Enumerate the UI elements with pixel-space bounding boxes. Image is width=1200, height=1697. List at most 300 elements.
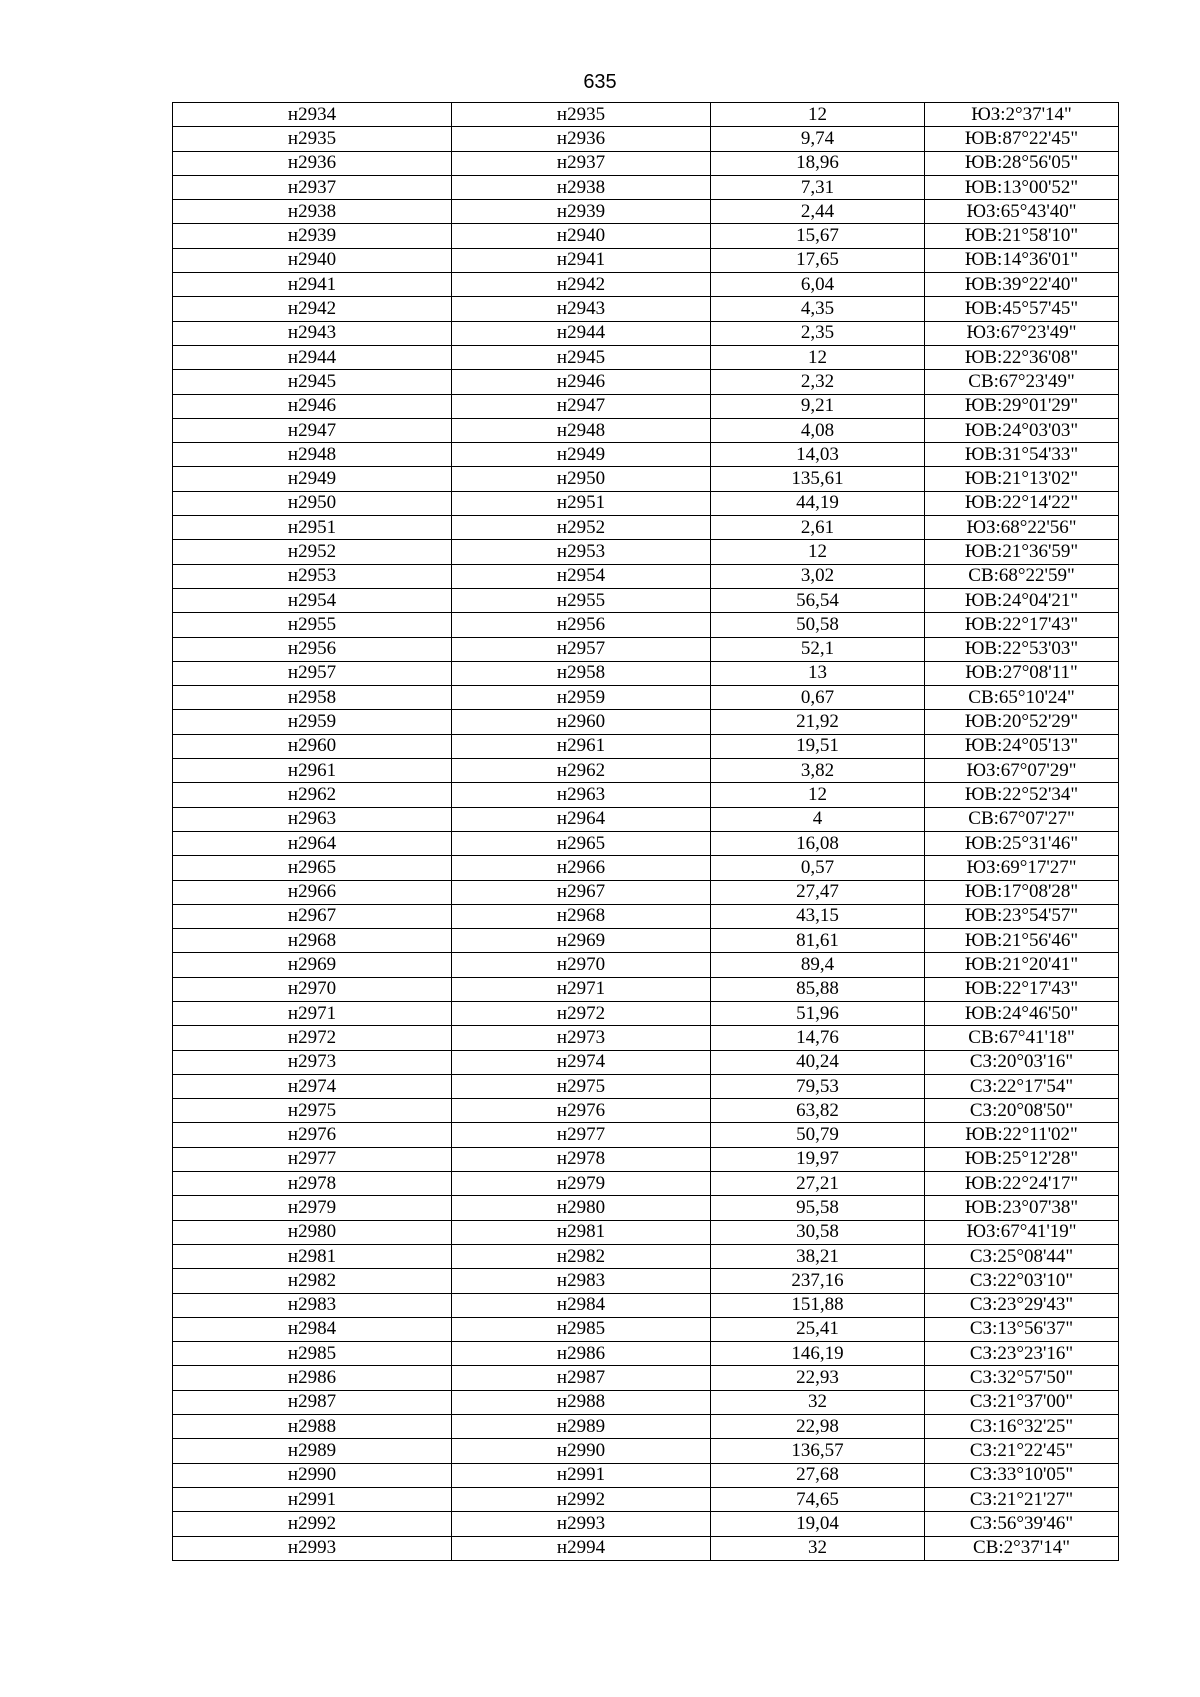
to-point-cell: н2961 bbox=[452, 734, 711, 758]
distance-cell: 19,97 bbox=[711, 1147, 925, 1171]
bearing-cell: ЮВ:14°36'01" bbox=[925, 248, 1119, 272]
distance-cell: 2,32 bbox=[711, 370, 925, 394]
bearing-cell: ЮВ:21°13'02" bbox=[925, 467, 1119, 491]
bearing-cell: СЗ:21°22'45" bbox=[925, 1439, 1119, 1463]
bearing-cell: СЗ:32°57'50" bbox=[925, 1366, 1119, 1390]
from-point-cell: н2938 bbox=[173, 200, 452, 224]
distance-cell: 27,47 bbox=[711, 880, 925, 904]
distance-cell: 135,61 bbox=[711, 467, 925, 491]
bearing-cell: СЗ:20°03'16" bbox=[925, 1050, 1119, 1074]
from-point-cell: н2979 bbox=[173, 1196, 452, 1220]
from-point-cell: н2984 bbox=[173, 1317, 452, 1341]
distance-cell: 9,74 bbox=[711, 127, 925, 151]
to-point-cell: н2938 bbox=[452, 175, 711, 199]
distance-cell: 14,76 bbox=[711, 1026, 925, 1050]
from-point-cell: н2962 bbox=[173, 783, 452, 807]
distance-cell: 43,15 bbox=[711, 904, 925, 928]
to-point-cell: н2967 bbox=[452, 880, 711, 904]
bearing-cell: СВ:67°07'27" bbox=[925, 807, 1119, 831]
distance-cell: 40,24 bbox=[711, 1050, 925, 1074]
bearing-cell: ЮВ:24°05'13" bbox=[925, 734, 1119, 758]
table-row bbox=[173, 783, 1119, 807]
distance-cell: 56,54 bbox=[711, 588, 925, 612]
to-point-cell: н2970 bbox=[452, 953, 711, 977]
from-point-cell: н2943 bbox=[173, 321, 452, 345]
to-point-cell: н2957 bbox=[452, 637, 711, 661]
distance-cell: 136,57 bbox=[711, 1439, 925, 1463]
distance-cell: 4,35 bbox=[711, 297, 925, 321]
table-row bbox=[173, 1147, 1119, 1171]
from-point-cell: н2959 bbox=[173, 710, 452, 734]
bearing-cell: СВ:65°10'24" bbox=[925, 686, 1119, 710]
to-point-cell: н2963 bbox=[452, 783, 711, 807]
bearing-cell: СЗ:25°08'44" bbox=[925, 1244, 1119, 1268]
table-row bbox=[173, 1074, 1119, 1098]
to-point-cell: н2991 bbox=[452, 1463, 711, 1487]
distance-cell: 12 bbox=[711, 540, 925, 564]
bearing-cell: ЮВ:22°36'08" bbox=[925, 345, 1119, 369]
bearing-cell: ЮВ:22°52'34" bbox=[925, 783, 1119, 807]
distance-cell: 0,67 bbox=[711, 686, 925, 710]
distance-cell: 27,21 bbox=[711, 1172, 925, 1196]
distance-cell: 2,35 bbox=[711, 321, 925, 345]
distance-cell: 32 bbox=[711, 1536, 925, 1560]
from-point-cell: н2976 bbox=[173, 1123, 452, 1147]
table-row bbox=[173, 200, 1119, 224]
distance-cell: 2,44 bbox=[711, 200, 925, 224]
table-row bbox=[173, 1390, 1119, 1414]
distance-cell: 3,82 bbox=[711, 759, 925, 783]
from-point-cell: н2961 bbox=[173, 759, 452, 783]
distance-cell: 79,53 bbox=[711, 1074, 925, 1098]
to-point-cell: н2954 bbox=[452, 564, 711, 588]
from-point-cell: н2937 bbox=[173, 175, 452, 199]
distance-cell: 146,19 bbox=[711, 1342, 925, 1366]
table-row bbox=[173, 321, 1119, 345]
to-point-cell: н2936 bbox=[452, 127, 711, 151]
table-row bbox=[173, 1244, 1119, 1268]
distance-cell: 4,08 bbox=[711, 418, 925, 442]
from-point-cell: н2958 bbox=[173, 686, 452, 710]
from-point-cell: н2940 bbox=[173, 248, 452, 272]
to-point-cell: н2987 bbox=[452, 1366, 711, 1390]
distance-cell: 32 bbox=[711, 1390, 925, 1414]
distance-cell: 85,88 bbox=[711, 977, 925, 1001]
distance-cell: 95,58 bbox=[711, 1196, 925, 1220]
table-row bbox=[173, 1536, 1119, 1560]
distance-cell: 19,04 bbox=[711, 1512, 925, 1536]
to-point-cell: н2968 bbox=[452, 904, 711, 928]
distance-cell: 21,92 bbox=[711, 710, 925, 734]
from-point-cell: н2963 bbox=[173, 807, 452, 831]
distance-cell: 89,4 bbox=[711, 953, 925, 977]
distance-cell: 7,31 bbox=[711, 175, 925, 199]
bearing-cell: СЗ:22°03'10" bbox=[925, 1269, 1119, 1293]
to-point-cell: н2948 bbox=[452, 418, 711, 442]
distance-cell: 44,19 bbox=[711, 491, 925, 515]
table-row bbox=[173, 1196, 1119, 1220]
to-point-cell: н2941 bbox=[452, 248, 711, 272]
bearing-cell: ЮВ:20°52'29" bbox=[925, 710, 1119, 734]
bearing-cell: ЮВ:21°56'46" bbox=[925, 929, 1119, 953]
distance-cell: 22,98 bbox=[711, 1415, 925, 1439]
bearing-cell: СВ:67°41'18" bbox=[925, 1026, 1119, 1050]
table-row bbox=[173, 1463, 1119, 1487]
from-point-cell: н2983 bbox=[173, 1293, 452, 1317]
bearing-cell: ЮВ:87°22'45" bbox=[925, 127, 1119, 151]
coordinates-table bbox=[172, 102, 1119, 1561]
to-point-cell: н2993 bbox=[452, 1512, 711, 1536]
distance-cell: 4 bbox=[711, 807, 925, 831]
to-point-cell: н2960 bbox=[452, 710, 711, 734]
table-row bbox=[173, 1342, 1119, 1366]
table-row bbox=[173, 224, 1119, 248]
bearing-cell: ЮВ:28°56'05" bbox=[925, 151, 1119, 175]
bearing-cell: СВ:67°23'49" bbox=[925, 370, 1119, 394]
to-point-cell: н2944 bbox=[452, 321, 711, 345]
table-row bbox=[173, 540, 1119, 564]
from-point-cell: н2968 bbox=[173, 929, 452, 953]
from-point-cell: н2969 bbox=[173, 953, 452, 977]
distance-cell: 50,58 bbox=[711, 613, 925, 637]
bearing-cell: СЗ:23°23'16" bbox=[925, 1342, 1119, 1366]
table-row bbox=[173, 613, 1119, 637]
from-point-cell: н2978 bbox=[173, 1172, 452, 1196]
bearing-cell: ЮЗ:69°17'27" bbox=[925, 856, 1119, 880]
from-point-cell: н2986 bbox=[173, 1366, 452, 1390]
bearing-cell: СЗ:21°37'00" bbox=[925, 1390, 1119, 1414]
to-point-cell: н2951 bbox=[452, 491, 711, 515]
to-point-cell: н2958 bbox=[452, 661, 711, 685]
from-point-cell: н2934 bbox=[173, 103, 452, 127]
to-point-cell: н2955 bbox=[452, 588, 711, 612]
table-row bbox=[173, 1366, 1119, 1390]
to-point-cell: н2975 bbox=[452, 1074, 711, 1098]
from-point-cell: н2990 bbox=[173, 1463, 452, 1487]
bearing-cell: ЮВ:22°53'03" bbox=[925, 637, 1119, 661]
bearing-cell: ЮВ:39°22'40" bbox=[925, 273, 1119, 297]
to-point-cell: н2966 bbox=[452, 856, 711, 880]
from-point-cell: н2952 bbox=[173, 540, 452, 564]
from-point-cell: н2966 bbox=[173, 880, 452, 904]
bearing-cell: ЮВ:22°11'02" bbox=[925, 1123, 1119, 1147]
from-point-cell: н2974 bbox=[173, 1074, 452, 1098]
coordinates-table-body bbox=[173, 103, 1119, 1561]
bearing-cell: СЗ:33°10'05" bbox=[925, 1463, 1119, 1487]
distance-cell: 18,96 bbox=[711, 151, 925, 175]
to-point-cell: н2986 bbox=[452, 1342, 711, 1366]
distance-cell: 16,08 bbox=[711, 831, 925, 855]
from-point-cell: н2936 bbox=[173, 151, 452, 175]
bearing-cell: ЮВ:23°54'57" bbox=[925, 904, 1119, 928]
from-point-cell: н2987 bbox=[173, 1390, 452, 1414]
bearing-cell: ЮЗ:68°22'56" bbox=[925, 516, 1119, 540]
table-row bbox=[173, 516, 1119, 540]
bearing-cell: СЗ:20°08'50" bbox=[925, 1099, 1119, 1123]
table-row bbox=[173, 1050, 1119, 1074]
to-point-cell: н2935 bbox=[452, 103, 711, 127]
table-row bbox=[173, 273, 1119, 297]
to-point-cell: н2994 bbox=[452, 1536, 711, 1560]
to-point-cell: н2979 bbox=[452, 1172, 711, 1196]
from-point-cell: н2975 bbox=[173, 1099, 452, 1123]
to-point-cell: н2965 bbox=[452, 831, 711, 855]
table-row bbox=[173, 686, 1119, 710]
to-point-cell: н2950 bbox=[452, 467, 711, 491]
bearing-cell: ЮВ:27°08'11" bbox=[925, 661, 1119, 685]
table-row bbox=[173, 710, 1119, 734]
from-point-cell: н2965 bbox=[173, 856, 452, 880]
distance-cell: 38,21 bbox=[711, 1244, 925, 1268]
distance-cell: 51,96 bbox=[711, 1001, 925, 1025]
from-point-cell: н2964 bbox=[173, 831, 452, 855]
from-point-cell: н2982 bbox=[173, 1269, 452, 1293]
from-point-cell: н2950 bbox=[173, 491, 452, 515]
distance-cell: 22,93 bbox=[711, 1366, 925, 1390]
table-row bbox=[173, 831, 1119, 855]
table-row bbox=[173, 1487, 1119, 1511]
table-row bbox=[173, 807, 1119, 831]
table-row bbox=[173, 1001, 1119, 1025]
table-row bbox=[173, 929, 1119, 953]
to-point-cell: н2983 bbox=[452, 1269, 711, 1293]
table-row bbox=[173, 977, 1119, 1001]
distance-cell: 63,82 bbox=[711, 1099, 925, 1123]
bearing-cell: СЗ:13°56'37" bbox=[925, 1317, 1119, 1341]
to-point-cell: н2984 bbox=[452, 1293, 711, 1317]
distance-cell: 9,21 bbox=[711, 394, 925, 418]
distance-cell: 52,1 bbox=[711, 637, 925, 661]
distance-cell: 12 bbox=[711, 783, 925, 807]
table-row bbox=[173, 953, 1119, 977]
bearing-cell: ЮВ:13°00'52" bbox=[925, 175, 1119, 199]
bearing-cell: ЮВ:24°04'21" bbox=[925, 588, 1119, 612]
table-row bbox=[173, 564, 1119, 588]
from-point-cell: н2946 bbox=[173, 394, 452, 418]
table-row bbox=[173, 1123, 1119, 1147]
table-row bbox=[173, 394, 1119, 418]
distance-cell: 2,61 bbox=[711, 516, 925, 540]
to-point-cell: н2946 bbox=[452, 370, 711, 394]
from-point-cell: н2981 bbox=[173, 1244, 452, 1268]
table-row bbox=[173, 1026, 1119, 1050]
from-point-cell: н2973 bbox=[173, 1050, 452, 1074]
bearing-cell: ЮВ:23°07'38" bbox=[925, 1196, 1119, 1220]
from-point-cell: н2941 bbox=[173, 273, 452, 297]
table-row bbox=[173, 1172, 1119, 1196]
distance-cell: 27,68 bbox=[711, 1463, 925, 1487]
distance-cell: 12 bbox=[711, 103, 925, 127]
bearing-cell: ЮВ:31°54'33" bbox=[925, 443, 1119, 467]
to-point-cell: н2956 bbox=[452, 613, 711, 637]
to-point-cell: н2959 bbox=[452, 686, 711, 710]
bearing-cell: ЮЗ:67°07'29" bbox=[925, 759, 1119, 783]
table-row bbox=[173, 491, 1119, 515]
to-point-cell: н2978 bbox=[452, 1147, 711, 1171]
bearing-cell: ЮВ:22°17'43" bbox=[925, 613, 1119, 637]
bearing-cell: ЮВ:22°24'17" bbox=[925, 1172, 1119, 1196]
table-row bbox=[173, 418, 1119, 442]
from-point-cell: н2949 bbox=[173, 467, 452, 491]
bearing-cell: ЮВ:29°01'29" bbox=[925, 394, 1119, 418]
table-row bbox=[173, 345, 1119, 369]
to-point-cell: н2985 bbox=[452, 1317, 711, 1341]
distance-cell: 14,03 bbox=[711, 443, 925, 467]
table-row bbox=[173, 1415, 1119, 1439]
from-point-cell: н2985 bbox=[173, 1342, 452, 1366]
from-point-cell: н2948 bbox=[173, 443, 452, 467]
distance-cell: 50,79 bbox=[711, 1123, 925, 1147]
distance-cell: 30,58 bbox=[711, 1220, 925, 1244]
from-point-cell: н2951 bbox=[173, 516, 452, 540]
to-point-cell: н2981 bbox=[452, 1220, 711, 1244]
from-point-cell: н2993 bbox=[173, 1536, 452, 1560]
to-point-cell: н2943 bbox=[452, 297, 711, 321]
to-point-cell: н2971 bbox=[452, 977, 711, 1001]
to-point-cell: н2988 bbox=[452, 1390, 711, 1414]
bearing-cell: ЮВ:17°08'28" bbox=[925, 880, 1119, 904]
from-point-cell: н2945 bbox=[173, 370, 452, 394]
to-point-cell: н2940 bbox=[452, 224, 711, 248]
bearing-cell: СВ:2°37'14" bbox=[925, 1536, 1119, 1560]
from-point-cell: н2980 bbox=[173, 1220, 452, 1244]
distance-cell: 15,67 bbox=[711, 224, 925, 248]
bearing-cell: ЮВ:22°14'22" bbox=[925, 491, 1119, 515]
table-row bbox=[173, 637, 1119, 661]
from-point-cell: н2957 bbox=[173, 661, 452, 685]
to-point-cell: н2952 bbox=[452, 516, 711, 540]
to-point-cell: н2939 bbox=[452, 200, 711, 224]
bearing-cell: ЮВ:21°58'10" bbox=[925, 224, 1119, 248]
to-point-cell: н2972 bbox=[452, 1001, 711, 1025]
from-point-cell: н2977 bbox=[173, 1147, 452, 1171]
table-row bbox=[173, 759, 1119, 783]
bearing-cell: ЮЗ:67°23'49" bbox=[925, 321, 1119, 345]
from-point-cell: н2947 bbox=[173, 418, 452, 442]
distance-cell: 151,88 bbox=[711, 1293, 925, 1317]
to-point-cell: н2973 bbox=[452, 1026, 711, 1050]
to-point-cell: н2953 bbox=[452, 540, 711, 564]
bearing-cell: ЮВ:25°31'46" bbox=[925, 831, 1119, 855]
bearing-cell: ЮВ:21°20'41" bbox=[925, 953, 1119, 977]
to-point-cell: н2964 bbox=[452, 807, 711, 831]
to-point-cell: н2949 bbox=[452, 443, 711, 467]
page-number: 635 bbox=[583, 71, 617, 93]
bearing-cell: СЗ:16°32'25" bbox=[925, 1415, 1119, 1439]
to-point-cell: н2982 bbox=[452, 1244, 711, 1268]
table-row bbox=[173, 1317, 1119, 1341]
distance-cell: 25,41 bbox=[711, 1317, 925, 1341]
bearing-cell: ЮВ:21°36'59" bbox=[925, 540, 1119, 564]
from-point-cell: н2939 bbox=[173, 224, 452, 248]
bearing-cell: СЗ:22°17'54" bbox=[925, 1074, 1119, 1098]
distance-cell: 74,65 bbox=[711, 1487, 925, 1511]
to-point-cell: н2992 bbox=[452, 1487, 711, 1511]
bearing-cell: СВ:68°22'59" bbox=[925, 564, 1119, 588]
to-point-cell: н2974 bbox=[452, 1050, 711, 1074]
from-point-cell: н2955 bbox=[173, 613, 452, 637]
from-point-cell: н2942 bbox=[173, 297, 452, 321]
distance-cell: 81,61 bbox=[711, 929, 925, 953]
to-point-cell: н2947 bbox=[452, 394, 711, 418]
bearing-cell: СЗ:23°29'43" bbox=[925, 1293, 1119, 1317]
table-row bbox=[173, 467, 1119, 491]
bearing-cell: ЮВ:25°12'28" bbox=[925, 1147, 1119, 1171]
from-point-cell: н2935 bbox=[173, 127, 452, 151]
distance-cell: 13 bbox=[711, 661, 925, 685]
distance-cell: 17,65 bbox=[711, 248, 925, 272]
to-point-cell: н2989 bbox=[452, 1415, 711, 1439]
to-point-cell: н2969 bbox=[452, 929, 711, 953]
to-point-cell: н2980 bbox=[452, 1196, 711, 1220]
from-point-cell: н2988 bbox=[173, 1415, 452, 1439]
table-row bbox=[173, 1269, 1119, 1293]
table-row bbox=[173, 1220, 1119, 1244]
from-point-cell: н2991 bbox=[173, 1487, 452, 1511]
table-row bbox=[173, 370, 1119, 394]
table-row bbox=[173, 734, 1119, 758]
from-point-cell: н2972 bbox=[173, 1026, 452, 1050]
bearing-cell: ЮВ:24°03'03" bbox=[925, 418, 1119, 442]
table-row bbox=[173, 151, 1119, 175]
table-row bbox=[173, 588, 1119, 612]
table-row bbox=[173, 175, 1119, 199]
to-point-cell: н2937 bbox=[452, 151, 711, 175]
table-row bbox=[173, 297, 1119, 321]
bearing-cell: СЗ:56°39'46" bbox=[925, 1512, 1119, 1536]
from-point-cell: н2971 bbox=[173, 1001, 452, 1025]
bearing-cell: ЮВ:22°17'43" bbox=[925, 977, 1119, 1001]
bearing-cell: СЗ:21°21'27" bbox=[925, 1487, 1119, 1511]
to-point-cell: н2945 bbox=[452, 345, 711, 369]
table-row bbox=[173, 1293, 1119, 1317]
from-point-cell: н2970 bbox=[173, 977, 452, 1001]
from-point-cell: н2989 bbox=[173, 1439, 452, 1463]
table-row bbox=[173, 1099, 1119, 1123]
table-row bbox=[173, 248, 1119, 272]
bearing-cell: ЮВ:24°46'50" bbox=[925, 1001, 1119, 1025]
bearing-cell: ЮЗ:67°41'19" bbox=[925, 1220, 1119, 1244]
to-point-cell: н2942 bbox=[452, 273, 711, 297]
bearing-cell: ЮЗ:65°43'40" bbox=[925, 200, 1119, 224]
table-row bbox=[173, 1512, 1119, 1536]
table-row bbox=[173, 127, 1119, 151]
distance-cell: 19,51 bbox=[711, 734, 925, 758]
distance-cell: 237,16 bbox=[711, 1269, 925, 1293]
distance-cell: 0,57 bbox=[711, 856, 925, 880]
distance-cell: 6,04 bbox=[711, 273, 925, 297]
bearing-cell: ЮВ:45°57'45" bbox=[925, 297, 1119, 321]
from-point-cell: н2954 bbox=[173, 588, 452, 612]
bearing-cell: ЮЗ:2°37'14" bbox=[925, 103, 1119, 127]
table-row bbox=[173, 904, 1119, 928]
from-point-cell: н2956 bbox=[173, 637, 452, 661]
table-row bbox=[173, 856, 1119, 880]
table-row bbox=[173, 443, 1119, 467]
from-point-cell: н2953 bbox=[173, 564, 452, 588]
distance-cell: 12 bbox=[711, 345, 925, 369]
to-point-cell: н2976 bbox=[452, 1099, 711, 1123]
table-row bbox=[173, 661, 1119, 685]
table-row bbox=[173, 1439, 1119, 1463]
to-point-cell: н2962 bbox=[452, 759, 711, 783]
to-point-cell: н2990 bbox=[452, 1439, 711, 1463]
from-point-cell: н2992 bbox=[173, 1512, 452, 1536]
from-point-cell: н2944 bbox=[173, 345, 452, 369]
table-row bbox=[173, 103, 1119, 127]
from-point-cell: н2967 bbox=[173, 904, 452, 928]
distance-cell: 3,02 bbox=[711, 564, 925, 588]
